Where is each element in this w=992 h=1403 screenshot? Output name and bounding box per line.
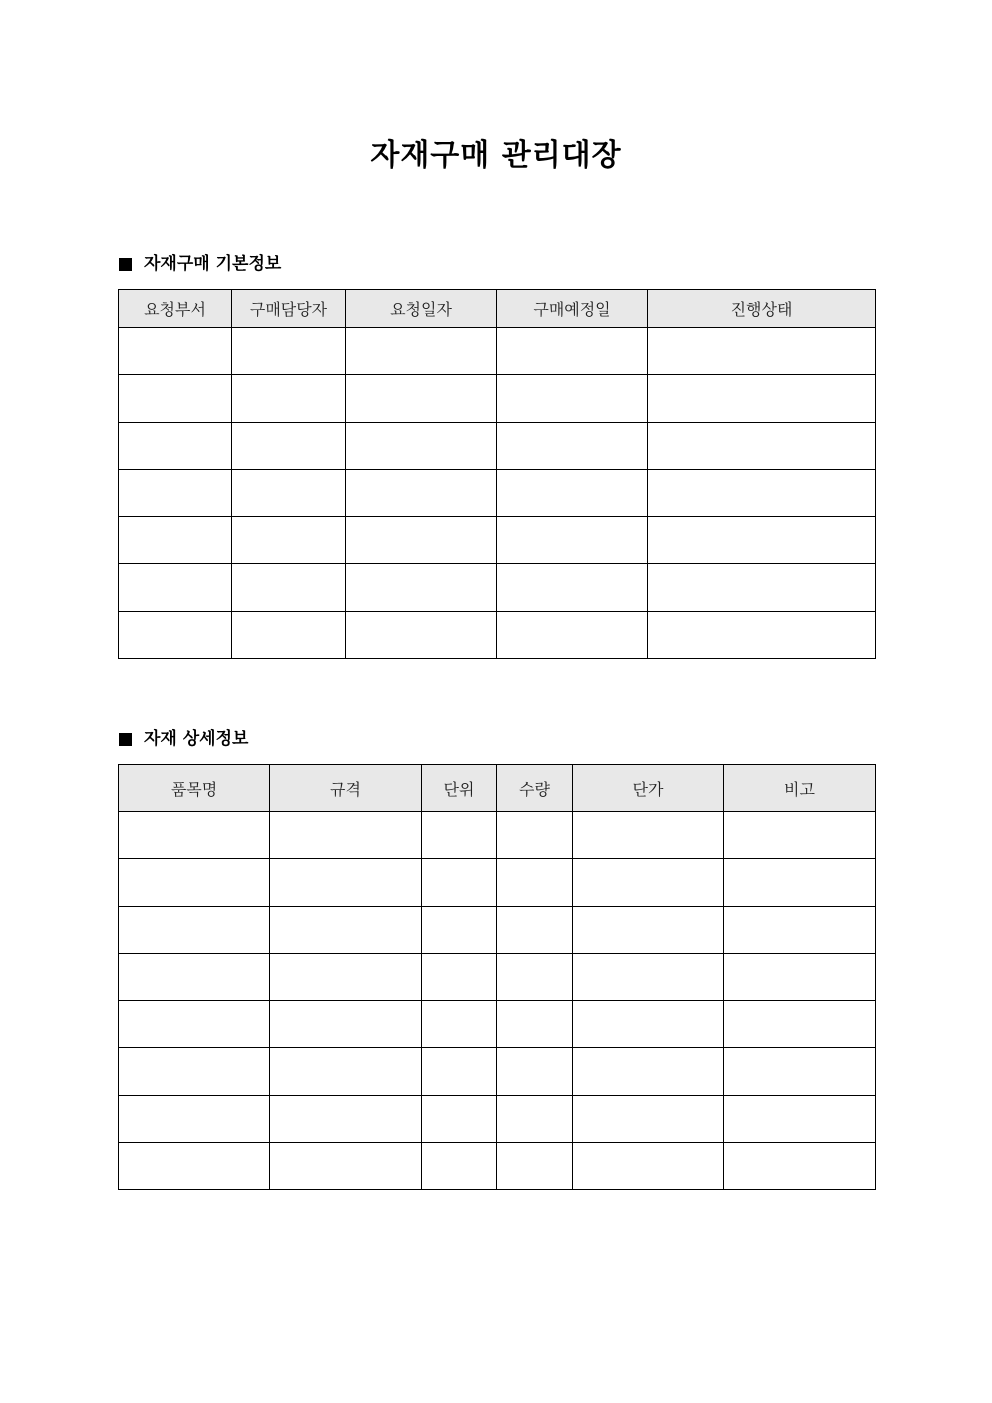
table-cell[interactable] [648,375,876,422]
basic-info-table [118,289,876,659]
table-header-row [119,765,876,812]
table-cell[interactable] [119,328,232,375]
table-row [119,375,876,422]
table-cell[interactable] [119,517,232,564]
detail-info-table [118,764,876,1190]
table-row [119,1048,876,1095]
table-cell[interactable] [346,328,497,375]
table-cell[interactable] [119,611,232,658]
table-cell[interactable] [346,375,497,422]
table-cell[interactable] [119,1143,270,1190]
table-cell[interactable] [270,1001,422,1048]
table-cell[interactable] [573,1001,724,1048]
column-header: 요청일자 [346,290,497,328]
table-cell[interactable] [573,1095,724,1142]
table-cell[interactable] [497,1095,573,1142]
table-row [119,422,876,469]
table-cell[interactable] [648,611,876,658]
column-header: 구매담당자 [232,290,346,328]
table-cell[interactable] [573,1143,724,1190]
table-cell[interactable] [497,906,573,953]
column-header: 수량 [497,765,573,812]
column-header: 단위 [422,765,497,812]
table-cell[interactable] [422,1143,497,1190]
table-cell[interactable] [422,1048,497,1095]
table-cell[interactable] [724,1095,876,1142]
table-cell[interactable] [346,611,497,658]
table-cell[interactable] [422,812,497,859]
table-cell[interactable] [573,906,724,953]
column-header: 구매예정일 [497,290,648,328]
table-row [119,1143,876,1190]
table-cell[interactable] [648,469,876,516]
section-heading-label: 자재구매 기본정보 [144,254,282,274]
table-row [119,469,876,516]
column-header: 단가 [573,765,724,812]
table-cell[interactable] [497,1048,573,1095]
table-cell[interactable] [270,1048,422,1095]
table-cell[interactable] [422,859,497,906]
table-cell[interactable] [724,1048,876,1095]
table-cell[interactable] [119,859,270,906]
column-header: 요청부서 [119,290,232,328]
table-cell[interactable] [422,906,497,953]
table-cell[interactable] [232,422,346,469]
table-cell[interactable] [119,469,232,516]
column-header: 진행상태 [648,290,876,328]
table-cell[interactable] [573,812,724,859]
table-cell[interactable] [119,422,232,469]
table-cell[interactable] [346,564,497,611]
table-cell[interactable] [724,1143,876,1190]
table-cell[interactable] [119,906,270,953]
table-row [119,859,876,906]
table-row [119,1095,876,1142]
table-cell[interactable] [232,328,346,375]
table-row [119,906,876,953]
table-row [119,611,876,658]
table-cell[interactable] [232,469,346,516]
detail-info-body [119,812,876,1190]
table-cell[interactable] [497,812,573,859]
table-row [119,1001,876,1048]
table-cell[interactable] [497,517,648,564]
column-header: 품목명 [119,765,270,812]
table-cell[interactable] [724,906,876,953]
table-cell[interactable] [270,1095,422,1142]
table-cell[interactable] [497,611,648,658]
table-header-row [119,290,876,328]
table-cell[interactable] [119,564,232,611]
table-cell[interactable] [346,469,497,516]
table-cell[interactable] [497,859,573,906]
table-cell[interactable] [232,517,346,564]
table-cell[interactable] [232,564,346,611]
table-cell[interactable] [497,328,648,375]
table-cell[interactable] [119,1048,270,1095]
table-cell[interactable] [422,953,497,1000]
table-cell[interactable] [573,1048,724,1095]
table-cell[interactable] [422,1001,497,1048]
page-title: 자재구매 관리대장 [370,138,622,173]
table-cell[interactable] [497,1143,573,1190]
table-cell[interactable] [270,906,422,953]
square-bullet-icon [119,258,132,271]
table-cell[interactable] [232,375,346,422]
table-cell[interactable] [497,422,648,469]
table-cell[interactable] [724,812,876,859]
table-cell[interactable] [119,953,270,1000]
table-cell[interactable] [119,1001,270,1048]
table-cell[interactable] [346,422,497,469]
table-cell[interactable] [724,1001,876,1048]
table-cell[interactable] [648,564,876,611]
table-cell[interactable] [497,564,648,611]
table-cell[interactable] [422,1095,497,1142]
table-cell[interactable] [119,1095,270,1142]
table-cell[interactable] [232,611,346,658]
table-cell[interactable] [270,859,422,906]
table-cell[interactable] [573,953,724,1000]
table-cell[interactable] [119,375,232,422]
table-cell[interactable] [270,1143,422,1190]
column-header: 비고 [724,765,876,812]
column-header: 규격 [270,765,422,812]
table-cell[interactable] [648,517,876,564]
table-cell[interactable] [497,953,573,1000]
square-bullet-icon [119,733,132,746]
section-heading-basic-info [119,252,281,276]
basic-info-body [119,328,876,659]
table-cell[interactable] [497,1001,573,1048]
table-row [119,812,876,859]
table-cell[interactable] [346,517,497,564]
table-cell[interactable] [497,469,648,516]
table-cell[interactable] [724,953,876,1000]
table-cell[interactable] [119,812,270,859]
table-row [119,564,876,611]
table-row [119,953,876,1000]
table-cell[interactable] [270,953,422,1000]
table-cell[interactable] [724,859,876,906]
table-cell[interactable] [497,375,648,422]
section-heading-detail-info [119,727,248,751]
table-cell[interactable] [648,422,876,469]
table-cell[interactable] [573,859,724,906]
table-row [119,517,876,564]
table-cell[interactable] [648,328,876,375]
section-heading-label: 자재 상세정보 [144,729,249,749]
table-cell[interactable] [270,812,422,859]
table-row [119,328,876,375]
